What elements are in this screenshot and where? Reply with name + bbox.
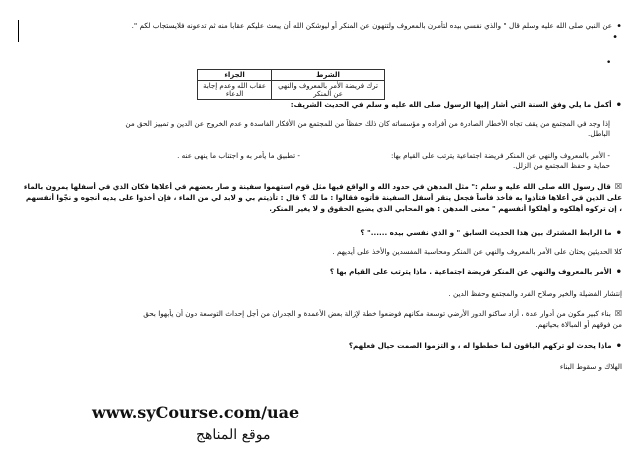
hadith2-line1: ☒ قال رسول الله صلى الله عليه و سلم :" مثل المدهن في حدود الله و الواقع فيها مثل قوم استهموا سفينة و صار بعضهم في أعلاها فكان الذي في أسفلها يمرون بالماء bbox=[14, 182, 622, 191]
case-line1: ☒ بناء كبير مكون من أدوار عدة ، أراد ساكنو الدور الأرضي توسعة مكانهم فوضعوا خطة لإزالة بعض الأعمدة و الجدران من أجل إحداث التوسعة دون أن يأبهوا بحق bbox=[14, 309, 622, 318]
section1-item2-left: - تطبيق ما يأمر به و اجتناب ما ينهى عنه . bbox=[177, 151, 300, 160]
q2-question: • الأمر بالمعروف والنهي عن المنكر فريضة اجتماعية . ماذا يترتب على القيام بها ؟ bbox=[14, 267, 622, 277]
q2-answer: إنتشار الفضيلة والخير وصلاح الفرد والمجتمع وحفظ الدين . bbox=[448, 289, 622, 298]
intro-hadith-cont bbox=[14, 32, 618, 42]
section1-item2: - الأمر بالمعروف والنهي عن المنكر فريضة اجتماعية يترتب على القيام بها: bbox=[390, 151, 610, 160]
footer-url[interactable]: www.syCourse.com/uae bbox=[92, 403, 300, 422]
intro-hadith: • عن النبي صلى الله عليه وسلم قال " والذي نفسي بيده لتأمرن بالمعروف ولتنهون عن المنكر أو ليوشكن الله أن يبعث عليكم عقابا منه ثم تدعونه فلايستجاب لكم ". bbox=[14, 21, 622, 31]
empty-bullet: • bbox=[606, 58, 612, 68]
hadith2-line2: على الذين في أعلاها فتأذوا به فأخذ فأساً فجعل ينقر أسفل السفينة فأتوه فقالوا : ما لك ؟ قال : تأذيتم بي و لابد لي من الماء ، فإن أخذوا على يديه أنجوه و نجّوا أنفسهم bbox=[25, 193, 622, 202]
q3-question: • ماذا يحدث لو تركهم الباقون لما خططوا له ، و التزموا الصمت حيال فعلهم؟ bbox=[14, 341, 622, 351]
table-header-result: الجزاء bbox=[198, 70, 272, 81]
q1-question: • ما الرابط المشترك بين هذا الحديث السابق " و الذي نفسي بيده ......" ؟ bbox=[14, 228, 622, 238]
section1-title: • أكمل ما يلي وفق السنة التي أشار إليها الرسول صلى الله عليه و سلم في الحديث الشريف: bbox=[14, 100, 622, 110]
footer-site-name: موقع المناهج bbox=[196, 427, 271, 443]
q1-answer: كلا الحديثين يحثان على الأمر بالمعروف والنهي عن المنكر ومحاسبة المفسدين والأخذ على أيديهم . bbox=[332, 247, 622, 256]
case-line2: من فوقهم أو المبالاة بحياتهم. bbox=[535, 320, 622, 329]
section1-item1-cont: الباطل. bbox=[588, 129, 610, 138]
section1-item2-cont: حماية و حفظ المجتمع من الزلل. bbox=[513, 161, 610, 170]
table-header-condition: الشرط bbox=[272, 70, 385, 81]
table-cell-condition: ترك فريضة الأمر بالمعروف والنهي عن المنكر bbox=[272, 81, 385, 100]
table-cell-result: عقاب الله وعدم إجابة الدعاء bbox=[198, 81, 272, 100]
hadith2-line3: ، إن تركوه أهلكوه و أهلكوا أنفسهم " معنى المدهن : هو المحابي الذي يضيع الحقوق و لا يغير المنكر. bbox=[269, 204, 622, 213]
q3-answer: الهلاك و سقوط البناء bbox=[559, 362, 622, 371]
condition-table bbox=[197, 69, 385, 100]
section1-item1: إذا وجد في المجتمع من يقف تجاه الأخطار الصادرة من أفراده و مؤسساته كان ذلك حفظاً من للمجتمع من الأفكار الفاسدة و عدم الخروج عن الدين و تمييز الحق من bbox=[125, 119, 610, 128]
